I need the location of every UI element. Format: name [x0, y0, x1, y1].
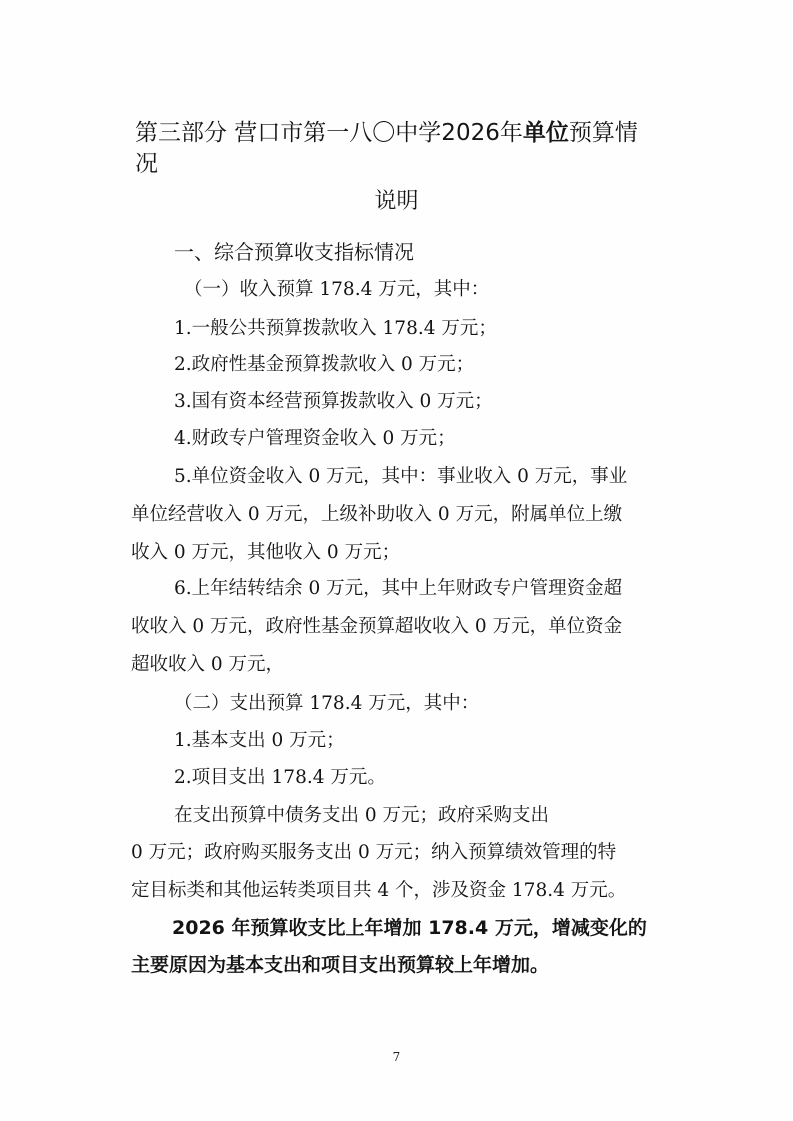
income-item-5-line-3: 收入 0 万元，其他收入 0 万元； [131, 542, 401, 563]
income-item-6-line-2: 收收入 0 万元，政府性基金预算超收收入 0 万元，单位资金 [131, 616, 623, 637]
expense-heading: （二）支出预算 178.4 万元，其中： [174, 693, 480, 714]
income-item-6-line-1: 6.上年结转结余 0 万元，其中上年财政专户管理资金超 [174, 578, 623, 599]
income-item-4: 4.财政专户管理资金收入 0 万元； [174, 428, 456, 449]
page-number: 7 [392, 1050, 401, 1064]
income-item-1: 1.一般公共预算拨款收入 178.4 万元； [174, 318, 497, 339]
summary-line-1: 2026 年预算收支比上年增加 178.4 万元，增减变化的 [172, 917, 647, 939]
section-title-line2: 况 [135, 151, 158, 177]
section-title [135, 118, 675, 180]
income-item-5-line-1: 5.单位资金收入 0 万元，其中：事业收入 0 万元，事业 [174, 466, 628, 487]
expense-note-line-1: 在支出预算中债务支出 0 万元；政府采购支出 [174, 805, 550, 826]
subtitle: 说明 [374, 189, 419, 214]
section-title-part1: 第三部分 营口市第一八〇中学2026年 [135, 120, 523, 146]
expense-note-line-2: 0 万元；政府购买服务支出 0 万元；纳入预算绩效管理的特 [131, 842, 617, 863]
expense-note-line-3: 定目标类和其他运转类项目共 4 个，涉及资金 178.4 万元。 [131, 880, 627, 901]
expense-item-2: 2.项目支出 178.4 万元。 [174, 767, 386, 788]
section-title-part2: 预算情 [568, 120, 638, 146]
income-item-5-line-2: 单位经营收入 0 万元，上级补助收入 0 万元，附属单位上缴 [131, 504, 623, 525]
section1-heading: 一、综合预算收支指标情况 [174, 240, 414, 264]
expense-item-1: 1.基本支出 0 万元； [174, 730, 345, 751]
income-heading: （一）收入预算 178.4 万元，其中： [184, 279, 490, 300]
income-item-3: 3.国有资本经营预算拨款收入 0 万元； [174, 391, 493, 412]
section-title-bold: 单位 [522, 120, 569, 146]
income-item-6-line-3: 超收收入 0 万元， [131, 654, 285, 675]
income-item-2: 2.政府性基金预算拨款收入 0 万元； [174, 354, 475, 375]
summary-line-2: 主要原因为基本支出和项目支出预算较上年增加。 [131, 954, 550, 976]
